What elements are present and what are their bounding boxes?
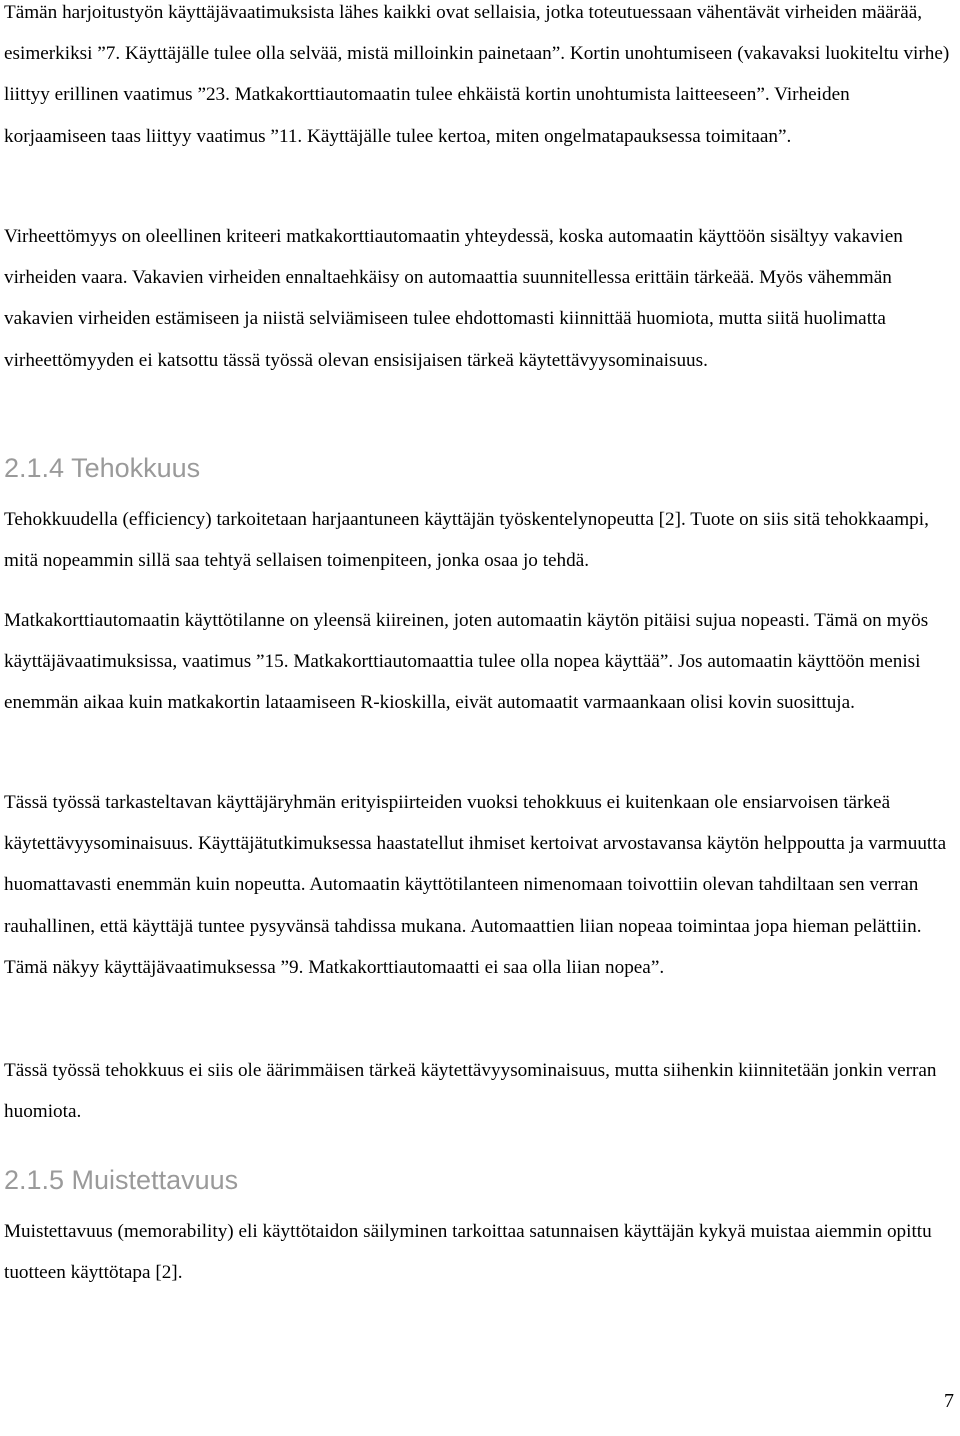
section-heading-efficiency: 2.1.4 Tehokkuus <box>4 453 201 483</box>
paragraph-usage-situation: Matkakorttiautomaatin käyttötilanne on yleensä kiireinen, joten automaatin käytön pitäisi sujua nopeasti. Tämä on myös käyttäjävaatimuksissa, vaatimus ”15. Matkakorttiautomaattia tulee olla nopea käyttää”. Jos automaatin käyttöön menisi enemmän aikaa kuin matkakortin lataamiseen R-kioskilla, eivät automaatit varmaankaan olisi kovin suosittuja. <box>4 610 929 714</box>
paragraph-memorability-definition: Muistettavuus (memorability) eli käyttötaidon säilyminen tarkoittaa satunnaisen käyttäjän kykyä muistaa aiemmin opittu tuotteen käyttötapa [2]. <box>4 1221 932 1284</box>
paragraph-efficiency-definition: Tehokkuudella (efficiency) tarkoitetaan harjaantuneen käyttäjän työskentelynopeutta [2]. Tuote on siis sitä tehokkaampi, mitä nopeammin sillä saa tehtyä sellaisen toimenpiteen, jonka osaa jo tehdä. <box>4 509 929 572</box>
paragraph-error-requirements: Tämän harjoitustyön käyttäjävaatimuksista lähes kaikki ovat sellaisia, jotka toteutuessaan vähentävät virheiden määrää, esimerkiksi ”7. Käyttäjälle tulee olla selvää, mistä milloinkin painetaan”. Kortin unohtumiseen (vakavaksi luokiteltu virhe) liittyy erillinen vaatimus ”23. Matkakorttiautomaatin tulee ehkäistä kortin unohtumista laitteeseen”. Virheiden korjaamiseen taas liittyy vaatimus ”11. Käyttäjälle tulee kertoa, miten ongelmatapauksessa toimitaan”. <box>4 2 950 147</box>
section-heading-memorability: 2.1.5 Muistettavuus <box>4 1165 239 1195</box>
paragraph-error-freeness: Virheettömyys on oleellinen kriteeri matkakorttiautomaatin yhteydessä, koska automaatin käyttöön sisältyy vakavien virheiden vaara. Vakavien virheiden ennaltaehkäisy on automaattia suunnitellessa erittäin tärkeää. Myös vähemmän vakavien virheiden estämiseen ja niistä selviämiseen tulee ehdottomasti kiinnittää huomiota, mutta siitä huolimatta virheettömyyden ei katsottu tässä työssä olevan ensisijaisen tärkeä käytettävyysominaisuus. <box>4 226 903 371</box>
page-number: 7 <box>944 1390 954 1412</box>
paragraph-efficiency-conclusion: Tässä työssä tehokkuus ei siis ole äärimmäisen tärkeä käytettävyysominaisuus, mutta siihenkin kiinnitetään jonkin verran huomiota. <box>4 1060 937 1123</box>
paragraph-user-group: Tässä työssä tarkasteltavan käyttäjäryhmän erityispiirteiden vuoksi tehokkuus ei kuitenkaan ole ensiarvoisen tärkeä käytettävyysominaisuus. Käyttäjätutkimuksessa haastatellut ihmiset kertoivat arvostavansa käytön helppoutta ja varmuutta huomattavasti enemmän kuin nopeutta. Automaatin käyttötilanteen nimenomaan toivottiin olevan tahdiltaan sen verran rauhallinen, että käyttäjä tuntee pysyvänsä tahdissa mukana. Automaattien liian nopeaa toimintaa jopa hieman pelättiin. Tämä näkyy käyttäjävaatimuksessa ”9. Matkakorttiautomaatti ei saa olla liian nopea”. <box>4 792 947 978</box>
